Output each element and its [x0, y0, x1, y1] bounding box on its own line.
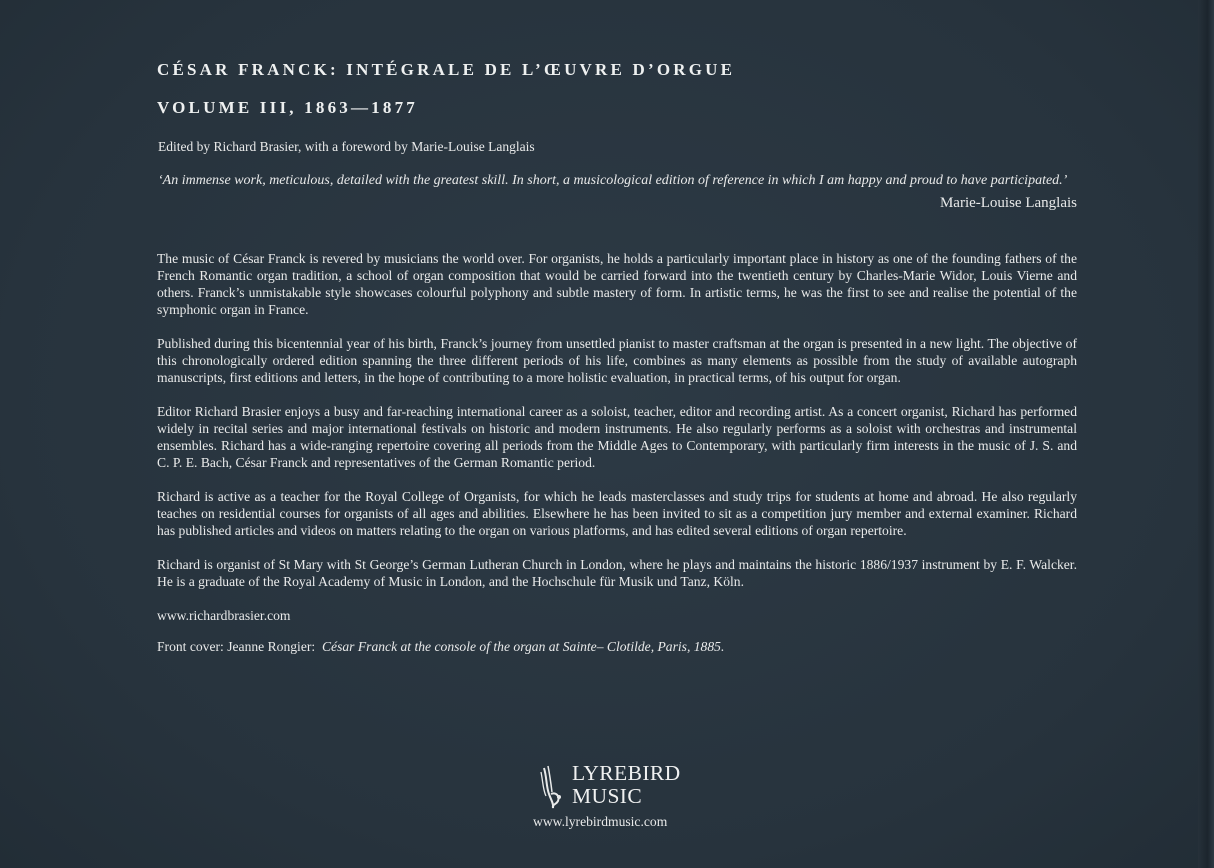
- spine-edge: [1198, 0, 1214, 868]
- paragraph-editor-teaching: Richard is active as a teacher for the Royal College of Organists, for which he leads masterclasses and study trips for students at home and abroad. He also regularly teaches on residential courses for organists of all ages and abilities. Elsewhere he has been invited to sit as a competition jury member and external examiner. Richard has published articles and videos on matters relating to the organ on various platforms, and has edited several editions of organ repertoire.: [157, 489, 1077, 538]
- editor-credit: Edited by Richard Brasier, with a foreword by Marie-Louise Langlais: [158, 139, 535, 154]
- publisher-website-link[interactable]: www.lyrebirdmusic.com: [533, 814, 668, 829]
- volume-label: VOLUME III,: [157, 98, 297, 117]
- endorsement-quote: ‘An immense work, meticulous, detailed with the greatest skill. In short, a musicological edition of reference in which I am happy and proud to have participated.’: [158, 173, 1068, 188]
- publisher-name: [572, 762, 681, 808]
- cover-credit-caption: César Franck at the console of the organ at Sainte– Clotilde, Paris, 1885.: [321, 639, 725, 654]
- cover-credit: [157, 638, 1077, 655]
- volume-title: [157, 96, 1077, 120]
- editor-website-link[interactable]: www.richardbrasier.com: [157, 608, 291, 623]
- paragraph-editor-organist: Richard is organist of St Mary with St George’s German Lutheran Church in London, where he plays and maintains the historic 1886/1937 instrument by E. F. Walcker. He is a graduate of the Royal Academy of Music in London, and the Hochschule für Musik und Tanz, Köln.: [157, 557, 1077, 589]
- lyre-bird-icon: [538, 764, 568, 810]
- volume-years: 1863—1877: [304, 98, 418, 117]
- paragraph-edition: Published during this bicentennial year of his birth, Franck’s journey from unsettled pianist to master craftsman at the organ is presented in a new light. The objective of this chronologically ordered edition spanning the three different periods of his life, combines as many elements as possible from the study of available autograph manuscripts, first editions and letters, in the hope of contributing to a more holistic evaluation, in practical terms, of his output for organ.: [157, 336, 1077, 385]
- publisher-name-line2: MUSIC: [572, 784, 643, 808]
- publisher-logo: [538, 762, 738, 814]
- quote-author: Marie-Louise Langlais: [939, 195, 1077, 211]
- content-block: [157, 58, 1077, 655]
- main-title: CÉSAR FRANCK: INTÉGRALE DE L’ŒUVRE D’ORGUE: [157, 60, 736, 79]
- paragraph-editor-career: Editor Richard Brasier enjoys a busy and far-reaching international career as a soloist, teacher, editor and recording artist. As a concert organist, Richard has performed widely in recital series and major international festivals on historic and modern instruments. He also regularly performs as a soloist with orchestras and instrumental ensembles. Richard has a wide-ranging repertoire covering all periods from the Middle Ages to Contemporary, with particularly firm interests in the music of J. S. and C. P. E. Bach, César Franck and representatives of the German Romantic period.: [157, 404, 1077, 470]
- publisher-name-line1: LYREBIRD: [572, 761, 681, 785]
- cover-credit-label: Front cover: Jeanne Rongier:: [157, 639, 316, 654]
- paragraph-franck-intro: The music of César Franck is revered by musicians the world over. For organists, he holds a particularly important place in history as one of the founding fathers of the French Romantic organ tradition, a school of organ composition that would be carried forward into the twentieth century by Charles-Marie Widor, Louis Vierne and others. Franck’s unmistakable style showcases colourful polyphony and subtle mastery of form. In artistic terms, he was the first to see and realise the potential of the symphonic organ in France.: [157, 251, 1077, 317]
